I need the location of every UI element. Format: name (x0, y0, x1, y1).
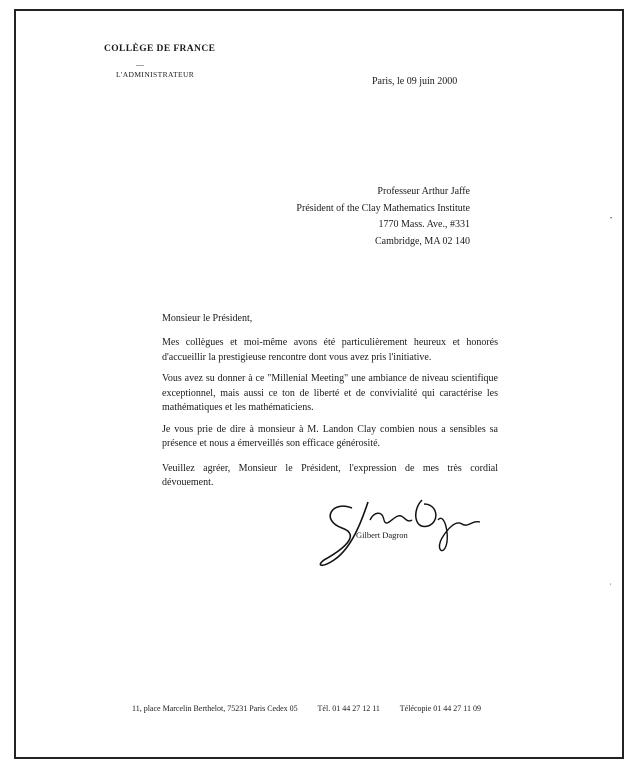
letterhead-separator: — (136, 60, 144, 69)
paragraph-1: Mes collègues et moi-même avons été particulièrement heureux et honorés d'accueillir la prestigieuse rencontre dont vous avez pris l'initiative. (162, 337, 498, 363)
footer-telephone: Tél. 01 44 27 12 11 (317, 704, 380, 713)
recipient-address (296, 184, 470, 250)
signer-name: Gilbert Dagron (356, 530, 408, 540)
salutation: Monsieur le Président, (162, 313, 253, 324)
administrator-title: L'ADMINISTRATEUR (116, 70, 195, 79)
footer-address: 11, place Marcelin Berthelot, 75231 Paris Cedex 05 (132, 704, 298, 713)
place-date: Paris, le 09 juin 2000 (372, 76, 458, 87)
recipient-city: Cambridge, MA 02 140 (375, 235, 470, 247)
letterhead-footer (132, 704, 499, 713)
institution-name: COLLÈGE DE FRANCE (104, 44, 216, 54)
recipient-title: Président of the Clay Mathematics Institute (296, 202, 470, 214)
paragraph-2: Vous avez su donner à ce "Millenial Meeting" une ambiance de niveau scientifique exceptionnel, mais aussi ce ton de liberté et de convivialité qui caractérise les mathématiques et les mathématiciens. (162, 373, 498, 413)
scan-speck: , (610, 580, 612, 586)
footer-fax: Télécopie 01 44 27 11 09 (399, 704, 482, 713)
closing-paragraph: Veuillez agréer, Monsieur le Président, l'expression de mes très cordial dévouement. (162, 462, 498, 488)
paragraph-3: Je vous prie de dire à monsieur à M. Landon Clay combien nous a sensibles sa présence et nous a émerveillés son efficace générosité. (162, 423, 498, 449)
letter-body (162, 336, 498, 498)
scan-speck: • (610, 216, 613, 222)
recipient-street: 1770 Mass. Ave., #331 (378, 219, 470, 230)
recipient-name: Professeur Arthur Jaffe (377, 186, 470, 197)
